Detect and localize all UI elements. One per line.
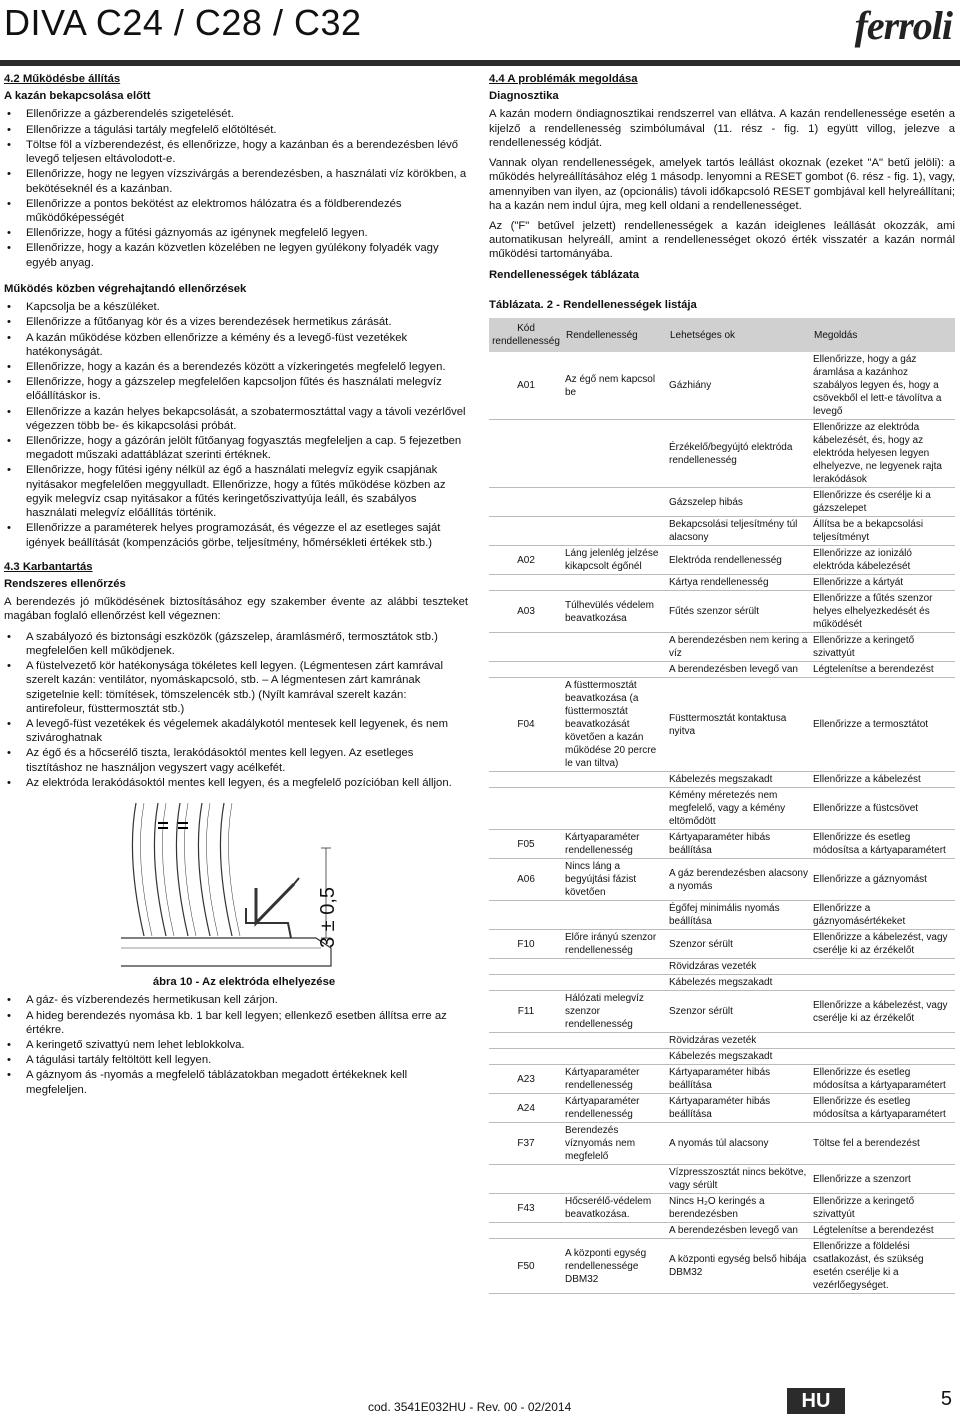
cell-code [489, 975, 563, 991]
cell-solution [811, 975, 955, 991]
cell-cause: Füsttermosztát kontaktusa nyitva [667, 678, 811, 772]
table-row [489, 901, 955, 930]
cell-solution: Ellenőrizze a termosztátot [811, 678, 955, 772]
table-row [489, 1239, 955, 1294]
cell-code: A06 [489, 859, 563, 901]
cell-name [563, 788, 667, 830]
cell-name: Az égő nem kapcsol be [563, 352, 667, 420]
error-table [489, 318, 955, 1294]
cell-cause: Kártyaparaméter hibás beállítása [667, 1065, 811, 1094]
table-row [489, 517, 955, 546]
table-row [489, 1223, 955, 1239]
list-item: • Ellenőrizze a pontos bekötést az elektromos hálózatra és a földberendezés működőképességét [4, 197, 468, 225]
cell-cause: Érzékelő/begyújtó elektróda rendellenesség [667, 420, 811, 488]
cell-cause: Kártyaparaméter hibás beállítása [667, 1094, 811, 1123]
list-item: • Ellenőrizze a paraméterek helyes programozását, és végezze el az esetleges saját igények beállítását (kompenzációs görbe, teljesítmény, hőmérsékleti értékek stb.) [4, 521, 468, 549]
cell-cause: Szenzor sérült [667, 991, 811, 1033]
cell-code: A01 [489, 352, 563, 420]
cell-solution [811, 1033, 955, 1049]
header-rule [0, 60, 960, 66]
cell-name: Túlhevülés védelem beavatkozása [563, 591, 667, 633]
cell-code: F37 [489, 1123, 563, 1165]
cell-solution: Ellenőrizze a gáznyomást [811, 859, 955, 901]
table-row [489, 662, 955, 678]
table-row [489, 575, 955, 591]
cell-code: F04 [489, 678, 563, 772]
cell-cause: Kémény méretezés nem megfelelő, vagy a kémény eltömődött [667, 788, 811, 830]
cell-code: A24 [489, 1094, 563, 1123]
cell-code: F50 [489, 1239, 563, 1294]
cell-solution: Ellenőrizze és esetleg módosítsa a kártyaparamétert [811, 1065, 955, 1094]
list-item: • Ellenőrizze, hogy a kazán és a berendezés között a vízkeringetés megfelelő legyen. [4, 360, 468, 374]
table-row [489, 678, 955, 772]
cell-name [563, 1165, 667, 1194]
cell-cause: Nincs H₂O keringés a berendezésben [667, 1194, 811, 1223]
page-title: DIVA C24 / C28 / C32 [4, 2, 362, 43]
table-row [489, 788, 955, 830]
list-item: • Töltse föl a vízberendezést, és ellenőrizze, hogy a kazánban és a berendezésben lévő levegő teljesen eltávolodott-e. [4, 138, 468, 166]
cell-solution: Ellenőrizze és esetleg módosítsa a kártyaparamétert [811, 1094, 955, 1123]
cell-code [489, 633, 563, 662]
cell-code: A02 [489, 546, 563, 575]
cell-name: Berendezés víznyomás nem megfelelő [563, 1123, 667, 1165]
col-header-code: Kód rendellenesség [489, 318, 563, 352]
cell-code [489, 1223, 563, 1239]
cell-name [563, 662, 667, 678]
cell-cause: Gázszelep hibás [667, 488, 811, 517]
list-item: • A hideg berendezés nyomása kb. 1 bar kell legyen; ellenkező esetben állítsa erre az értékre. [4, 1009, 468, 1037]
table-row [489, 975, 955, 991]
diag-paragraph-2: Vannak olyan rendellenességek, amelyek tartós leállást okoznak (ezeket "A" betű jelöli): a működés helyreállításához elég 1 másodp. lenyomni a RESET gombot (6. rész - fig. 1), vagy, amennyiben van ilyen, az (opcionális) távoli időkapcsoló RESET gombjával kell helyreállítani; ha a kazán nem indul újra, meg kell oldani a rendellenességet. [489, 157, 955, 212]
cell-cause: Rövidzáras vezeték [667, 959, 811, 975]
right-column [489, 70, 955, 1294]
cell-cause: A berendezésben levegő van [667, 662, 811, 678]
table-row [489, 830, 955, 859]
page-number: 5 [940, 1388, 952, 1410]
cell-name [563, 1049, 667, 1065]
cell-name: Előre irányú szenzor rendellenesség [563, 930, 667, 959]
during-operation-list [4, 300, 468, 550]
cell-code [489, 1033, 563, 1049]
cell-cause: Vízpresszosztát nincs bekötve, vagy sérült [667, 1165, 811, 1194]
dimension-label: 3 ± 0,5 [317, 887, 339, 949]
cell-code [489, 788, 563, 830]
diag-paragraph-3: Az ("F" betűvel jelzett) rendellenességek a kazán ideiglenes leállását okozzák, ami automatikusan helyreáll, amint a rendellenességet okozó érték visszatér a kazán normál működési tartományába. [489, 219, 955, 261]
cell-solution: Ellenőrizze a kábelezést, vagy cserélje ki az érzékelőt [811, 991, 955, 1033]
ferroli-logo: ferroli [854, 3, 952, 48]
cell-name [563, 901, 667, 930]
table-row [489, 591, 955, 633]
table-row [489, 352, 955, 420]
list-item: • Ellenőrizze, hogy a gázórán jelölt fűtőanyag fogyasztás megfeleljen a cap. 5 fejezetben megadott műszaki adattáblázat szerinti értéknek. [4, 434, 468, 462]
cell-cause: Elektróda rendellenesség [667, 546, 811, 575]
cell-name: Láng jelenlég jelzése kikapcsolt égőnél [563, 546, 667, 575]
cell-name [563, 517, 667, 546]
cell-name [563, 633, 667, 662]
table-row [489, 1165, 955, 1194]
cell-name [563, 488, 667, 517]
before-start-list [4, 107, 468, 269]
cell-solution [811, 1049, 955, 1065]
section-4-2-title: 4.2 Működésbe állítás [4, 73, 121, 85]
left-column [4, 70, 468, 1098]
cell-cause: A berendezésben levegő van [667, 1223, 811, 1239]
cell-code [489, 488, 563, 517]
list-item: • Kapcsolja be a készüléket. [4, 300, 468, 314]
diagnostics-heading: Diagnosztika [489, 90, 559, 103]
table-row [489, 1123, 955, 1165]
cell-code [489, 959, 563, 975]
cell-solution: Ellenőrizze a keringető szivattyút [811, 633, 955, 662]
cell-solution: Ellenőrizze a füstcsövet [811, 788, 955, 830]
table-row [489, 488, 955, 517]
table-row [489, 1065, 955, 1094]
cell-name [563, 575, 667, 591]
col-header-solution: Megoldás [811, 318, 955, 352]
cell-cause: A gáz berendezésben alacsony a nyomás [667, 859, 811, 901]
table-row [489, 772, 955, 788]
cell-cause: Égőfej minimális nyomás beállítása [667, 901, 811, 930]
cell-name [563, 959, 667, 975]
table-row [489, 1194, 955, 1223]
list-item: • Ellenőrizze, hogy a fűtési gáznyomás az igénynek megfelelő legyen. [4, 226, 468, 240]
list-item: • Ellenőrizze a tágulási tartály megfelelő előtöltését. [4, 123, 468, 137]
cell-solution: Ellenőrizze az elektróda kábelezését, és, hogy az elektróda helyesen legyen elhelyezve, ne legyenek rajta lerakódások [811, 420, 955, 488]
cell-code [489, 662, 563, 678]
cell-code [489, 901, 563, 930]
table-row [489, 420, 955, 488]
cell-solution: Töltse fel a berendezést [811, 1123, 955, 1165]
table-row [489, 1033, 955, 1049]
list-item: • Az égő és a hőcserélő tiszta, lerakódásoktól mentes kell legyen. Az esetleges tisztításhoz ne használjon vegyszert vagy acélkefét. [4, 746, 468, 774]
cell-solution: Ellenőrizze a szenzort [811, 1165, 955, 1194]
section-4-4-title: 4.4 A problémák megoldása [489, 73, 638, 85]
cell-solution: Ellenőrizze a kábelezést, vagy cserélje ki az érzékelőt [811, 930, 955, 959]
cell-name [563, 1033, 667, 1049]
table-heading: Rendellenességek táblázata [489, 268, 640, 281]
language-badge: HU [787, 1388, 845, 1414]
cell-cause: Kábelezés megszakadt [667, 772, 811, 788]
cell-name: Hőcserélő-védelem beavatkozása. [563, 1194, 667, 1223]
cell-name [563, 772, 667, 788]
list-item: • Ellenőrizze, hogy ne legyen vízszivárgás a berendezésben, a használati víz körökben, a bekötéseknél és a kazánban. [4, 167, 468, 195]
cell-cause: Gázhiány [667, 352, 811, 420]
table-row [489, 546, 955, 575]
table-row [489, 1094, 955, 1123]
list-item: • A gáz- és vízberendezés hermetikusan kell zárjon. [4, 993, 468, 1007]
cell-solution: Ellenőrizze a fűtés szenzor helyes elhelyezkedését és működését [811, 591, 955, 633]
list-item: • Ellenőrizze a kazán helyes bekapcsolását, a szobatermosztáttal vagy a távoli vezérlővel végezzen több be- és kikapcsolási próbát. [4, 405, 468, 433]
table-row [489, 930, 955, 959]
list-item: • Ellenőrizze, hogy a gázszelep megfelelően kapcsoljon fűtés és használati melegvíz előállításkor is. [4, 375, 468, 403]
cell-name [563, 1223, 667, 1239]
list-item: • A levegő-füst vezetékek és végelemek akadálykotól mentesek kell legyenek, és nem szivároghatnak [4, 717, 468, 745]
table-title: Táblázata. 2 - Rendellenességek listája [489, 298, 697, 311]
periodic-check-heading: Rendszeres ellenőrzés [4, 578, 126, 590]
cell-cause: A nyomás túl alacsony [667, 1123, 811, 1165]
diag-paragraph-1: A kazán modern öndiagnosztikai rendszerrel van ellátva. A kazán rendellenessége esetén a kijelző a rendellenesség szimbólumával (11. rész - fig. 1) együtt villog, jelezve a rendellenesség kódját. [489, 108, 955, 149]
col-header-cause: Lehetséges ok [667, 318, 811, 352]
before-start-heading: A kazán bekapcsolása előtt [4, 90, 151, 103]
cell-name: Hálózati melegvíz szenzor rendellenesség [563, 991, 667, 1033]
cell-code [489, 575, 563, 591]
cell-code: A03 [489, 591, 563, 633]
cell-code: F11 [489, 991, 563, 1033]
cell-cause: A központi egység belső hibája DBM32 [667, 1239, 811, 1294]
cell-code [489, 1049, 563, 1065]
periodic-intro: A berendezés jó működésének biztosításához egy szakember évente az alábbi teszteket magában foglaló ellenőrzést kell végeznen: [4, 596, 468, 623]
list-item: • A gáznyom ás -nyomás a megfelelő táblázatokban megadott értékeknek kell megfeleljen. [4, 1068, 468, 1096]
cell-solution: Ellenőrizze a földelési csatlakozást, és szükség esetén cserélje ki a vezérlőegységet. [811, 1239, 955, 1294]
cell-code: F43 [489, 1194, 563, 1223]
document-code: cod. 3541E032HU - Rev. 00 - 02/2014 [368, 1400, 572, 1414]
list-item: • A tágulási tartály feltöltött kell legyen. [4, 1053, 468, 1067]
table-row [489, 1049, 955, 1065]
cell-code: A23 [489, 1065, 563, 1094]
table-header-row [489, 318, 955, 352]
cell-name [563, 975, 667, 991]
list-item: • Ellenőrizze a gázberendelés szigetelését. [4, 107, 468, 121]
list-item: • A kazán működése közben ellenőrizze a kémény és a levegő-füst vezetékek hatékonyságát. [4, 331, 468, 359]
cell-cause: Kártya rendellenesség [667, 575, 811, 591]
cell-cause: Fűtés szenzor sérült [667, 591, 811, 633]
cell-name: A központi egység rendellenessége DBM32 [563, 1239, 667, 1294]
cell-solution: Ellenőrizze a kábelezést [811, 772, 955, 788]
cell-solution: Ellenőrizze és esetleg módosítsa a kártyaparamétert [811, 830, 955, 859]
cell-solution: Légtelenítse a berendezést [811, 662, 955, 678]
table-row [489, 859, 955, 901]
table-row [489, 991, 955, 1033]
table-row [489, 633, 955, 662]
during-operation-heading: Működés közben végrehajtandó ellenőrzések [4, 282, 247, 295]
cell-code [489, 1165, 563, 1194]
col-header-name: Rendellenesség [563, 318, 667, 352]
cell-solution: Ellenőrizze, hogy a gáz áramlása a kazánhoz szabályos legyen és, hogy a csövekből el lett-e távolítva a levegő [811, 352, 955, 420]
cell-cause: Bekapcsolási teljesítmény túl alacsony [667, 517, 811, 546]
cell-solution: Ellenőrizze az ionizáló elektróda kábelezését [811, 546, 955, 575]
cell-cause: Kábelezés megszakadt [667, 1049, 811, 1065]
figure-caption: ábra 10 - Az elektróda elhelyezése [152, 976, 336, 989]
list-item: • Ellenőrizze, hogy a kazán közvetlen közelében ne legyen gyúlékony folyadék vagy egyéb anyag. [4, 241, 468, 269]
cell-name: Kártyaparaméter rendellenesség [563, 830, 667, 859]
cell-solution: Állítsa be a bekapcsolási teljesítményt [811, 517, 955, 546]
cell-code: F10 [489, 930, 563, 959]
cell-solution [811, 959, 955, 975]
cell-solution: Ellenőrizze és cserélje ki a gázszelepet [811, 488, 955, 517]
list-item: • A füstelvezető kör hatékonysága tökéletes kell legyen. (Légmentesen zárt kamrával szerelt kazán: ventilátor, nyomáskapcsoló, stb. – A légmentesen zárt kamrának szigetelnie kell: tömítések, tömszelencék stb.) (Nyílt kamrával szerelt kazán: antirefoleur, füsttermosztát stb.) [4, 659, 468, 716]
cell-solution: Ellenőrizze a kártyát [811, 575, 955, 591]
cell-code: F05 [489, 830, 563, 859]
cell-cause: Kábelezés megszakadt [667, 975, 811, 991]
table-row [489, 959, 955, 975]
list-item: • Az elektróda lerakódásoktól mentes kell legyen, és a megfelelő pozícióban kell álljon. [4, 776, 468, 790]
list-item: • A keringető szivattyú nem lehet leblokkolva. [4, 1038, 468, 1052]
cell-cause: Kártyaparaméter hibás beállítása [667, 830, 811, 859]
cell-name: Kártyaparaméter rendellenesség [563, 1065, 667, 1094]
cell-code [489, 420, 563, 488]
cell-cause: A berendezésben nem kering a víz [667, 633, 811, 662]
cell-solution: Ellenőrizze a gáznyomásértékeket [811, 901, 955, 930]
list-item: • Ellenőrizze a fűtőanyag kör és a vizes berendezések hermetikus zárását. [4, 315, 468, 329]
cell-name: A füsttermosztát beavatkozása (a füsttermosztát beavatkozását követően a kazán működése 20 percre le van tiltva) [563, 678, 667, 772]
cell-cause: Szenzor sérült [667, 930, 811, 959]
list-item: • Ellenőrizze, hogy fűtési igény nélkül az égő a használati melegvíz egyik csapjának nyitásakor megfelelően meggyulladt. Ellenőrizze, hogy a fűtés működése közben az egyik melegvíz csap nyitásakor a fűtés keringetőszivattyúja leáll, és szabályos használati melegvíz előállítás történik. [4, 463, 468, 520]
cell-solution: Légtelenítse a berendezést [811, 1223, 955, 1239]
section-4-3-title: 4.3 Karbantartás [4, 560, 93, 573]
after-check-list [4, 993, 468, 1097]
cell-name [563, 420, 667, 488]
cell-solution: Ellenőrizze a keringető szivattyút [811, 1194, 955, 1223]
cell-code [489, 772, 563, 788]
list-item: • A szabályozó és biztonsági eszközök (gázszelep, áramlásmérő, termosztátok stb.) megfelelően kell működjenek. [4, 630, 468, 658]
cell-name: Nincs láng a begyújtási fázist követően [563, 859, 667, 901]
cell-code [489, 517, 563, 546]
electrode-figure [116, 798, 356, 973]
cell-cause: Rövidzáras vezeték [667, 1033, 811, 1049]
periodic-check-list [4, 630, 468, 790]
cell-name: Kártyaparaméter rendellenesség [563, 1094, 667, 1123]
